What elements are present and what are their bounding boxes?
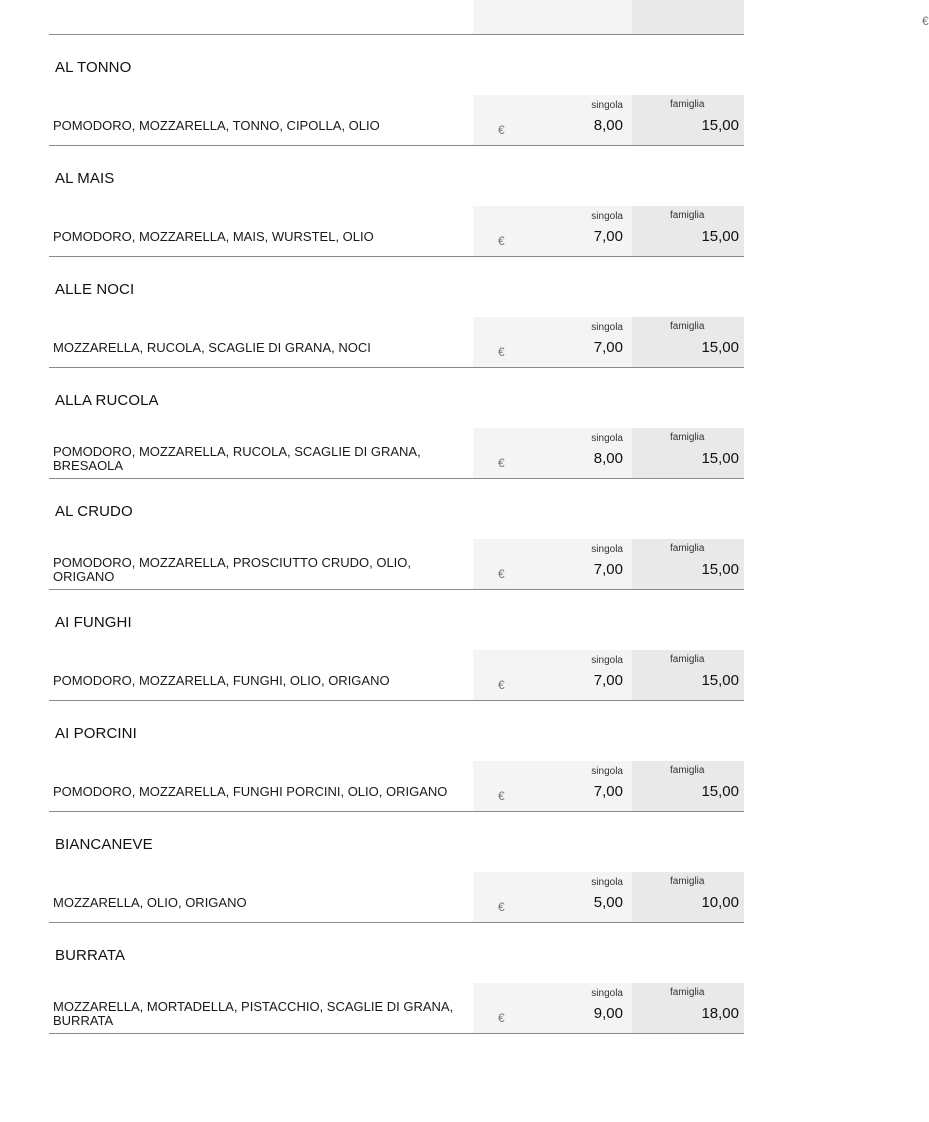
currency-symbol: € (498, 345, 505, 359)
size-label-family: famiglia (670, 210, 705, 221)
menu-item (49, 479, 744, 590)
price-single-value: 7,00 (593, 783, 623, 800)
price-family-cell (632, 206, 744, 256)
price-single-value: 5,00 (593, 894, 623, 911)
item-name: AI FUNGHI (55, 614, 132, 631)
previous-item-tail (49, 0, 929, 35)
size-label-family: famiglia (670, 654, 705, 665)
price-single-cell (473, 983, 632, 1033)
size-label-family: famiglia (670, 321, 705, 332)
menu-item-list (49, 35, 744, 1034)
item-ingredients: MOZZARELLA, OLIO, ORIGANO (53, 895, 247, 910)
price-single-cell (473, 539, 632, 589)
price-single-value: 7,00 (593, 228, 623, 245)
currency-symbol: € (498, 567, 505, 581)
item-name: AL CRUDO (55, 503, 133, 520)
price-single-cell (473, 428, 632, 478)
item-ingredients: MOZZARELLA, MORTADELLA, PISTACCHIO, SCAGLIE DI GRANA, BURRATA (53, 999, 454, 1028)
price-single-cell (473, 872, 632, 922)
price-single-value: 7,00 (593, 672, 623, 689)
price-single-cell (473, 0, 929, 34)
currency-symbol: € (498, 123, 505, 137)
price-family-cell (632, 0, 744, 34)
size-label-single: singola (591, 766, 623, 777)
price-single-value: 7,00 (593, 561, 623, 578)
price-family-value: 15,00 (701, 339, 739, 356)
size-label-single: singola (591, 322, 623, 333)
price-family-cell (632, 761, 744, 811)
price-family-cell (632, 650, 744, 700)
menu-item (49, 812, 744, 923)
item-name: BURRATA (55, 947, 126, 964)
price-single-value: 7,00 (593, 339, 623, 356)
price-family-cell (632, 983, 744, 1033)
item-ingredients: POMODORO, MOZZARELLA, FUNGHI PORCINI, OLIO, ORIGANO (53, 784, 448, 799)
price-single-cell (473, 206, 632, 256)
item-ingredients: POMODORO, MOZZARELLA, RUCOLA, SCAGLIE DI GRANA, BRESAOLA (53, 444, 421, 473)
currency-symbol: € (498, 456, 505, 470)
menu-item (49, 35, 744, 146)
price-family-value: 15,00 (701, 672, 739, 689)
item-name: BIANCANEVE (55, 836, 153, 853)
size-label-family: famiglia (670, 765, 705, 776)
item-ingredients: MOZZARELLA, RUCOLA, SCAGLIE DI GRANA, NOCI (53, 340, 371, 355)
price-family-value: 15,00 (701, 450, 739, 467)
price-family-cell (632, 539, 744, 589)
size-label-single: singola (591, 100, 623, 111)
price-family-cell (632, 95, 744, 145)
price-single-value: 8,00 (593, 117, 623, 134)
size-label-family: famiglia (670, 99, 705, 110)
price-family-cell (632, 872, 744, 922)
currency-symbol: € (498, 900, 505, 914)
price-family-value: 15,00 (701, 117, 739, 134)
price-family-value: 15,00 (701, 228, 739, 245)
price-family-value: 15,00 (701, 561, 739, 578)
size-label-single: singola (591, 655, 623, 666)
menu-item (49, 146, 744, 257)
size-label-family: famiglia (670, 543, 705, 554)
size-label-family: famiglia (670, 876, 705, 887)
currency-symbol: € (498, 678, 505, 692)
pizza-menu (49, 0, 929, 1034)
price-single-value: 8,00 (593, 450, 623, 467)
price-single-cell (473, 650, 632, 700)
price-family-value: 10,00 (701, 894, 739, 911)
menu-item (49, 590, 744, 701)
size-label-single: singola (591, 877, 623, 888)
item-ingredients: POMODORO, MOZZARELLA, TONNO, CIPOLLA, OLIO (53, 118, 380, 133)
item-name: ALLA RUCOLA (55, 392, 159, 409)
size-label-single: singola (591, 433, 623, 444)
menu-item (49, 923, 744, 1034)
size-label-single: singola (591, 988, 623, 999)
item-name: AL TONNO (55, 59, 132, 76)
currency-symbol: € (498, 234, 505, 248)
menu-item (49, 701, 744, 812)
price-single-cell (473, 95, 632, 145)
price-single-cell (473, 317, 632, 367)
currency-symbol: € (922, 14, 929, 28)
price-family-value: 18,00 (701, 1005, 739, 1022)
price-single-cell (473, 761, 632, 811)
currency-symbol: € (498, 1011, 505, 1025)
price-family-cell (632, 317, 744, 367)
item-ingredients: POMODORO, MOZZARELLA, FUNGHI, OLIO, ORIGANO (53, 673, 390, 688)
item-name: AL MAIS (55, 170, 115, 187)
price-family-value: 15,00 (701, 783, 739, 800)
menu-item (49, 257, 744, 368)
size-label-family: famiglia (670, 987, 705, 998)
item-name: ALLE NOCI (55, 281, 135, 298)
size-label-single: singola (591, 544, 623, 555)
price-single-value: 9,00 (593, 1005, 623, 1022)
price-family-cell (632, 428, 744, 478)
size-label-family: famiglia (670, 432, 705, 443)
currency-symbol: € (498, 789, 505, 803)
menu-item (49, 368, 744, 479)
item-name: AI PORCINI (55, 725, 137, 742)
item-ingredients: POMODORO, MOZZARELLA, PROSCIUTTO CRUDO, OLIO, ORIGANO (53, 555, 412, 584)
item-ingredients: POMODORO, MOZZARELLA, MAIS, WURSTEL, OLIO (53, 229, 374, 244)
size-label-single: singola (591, 211, 623, 222)
